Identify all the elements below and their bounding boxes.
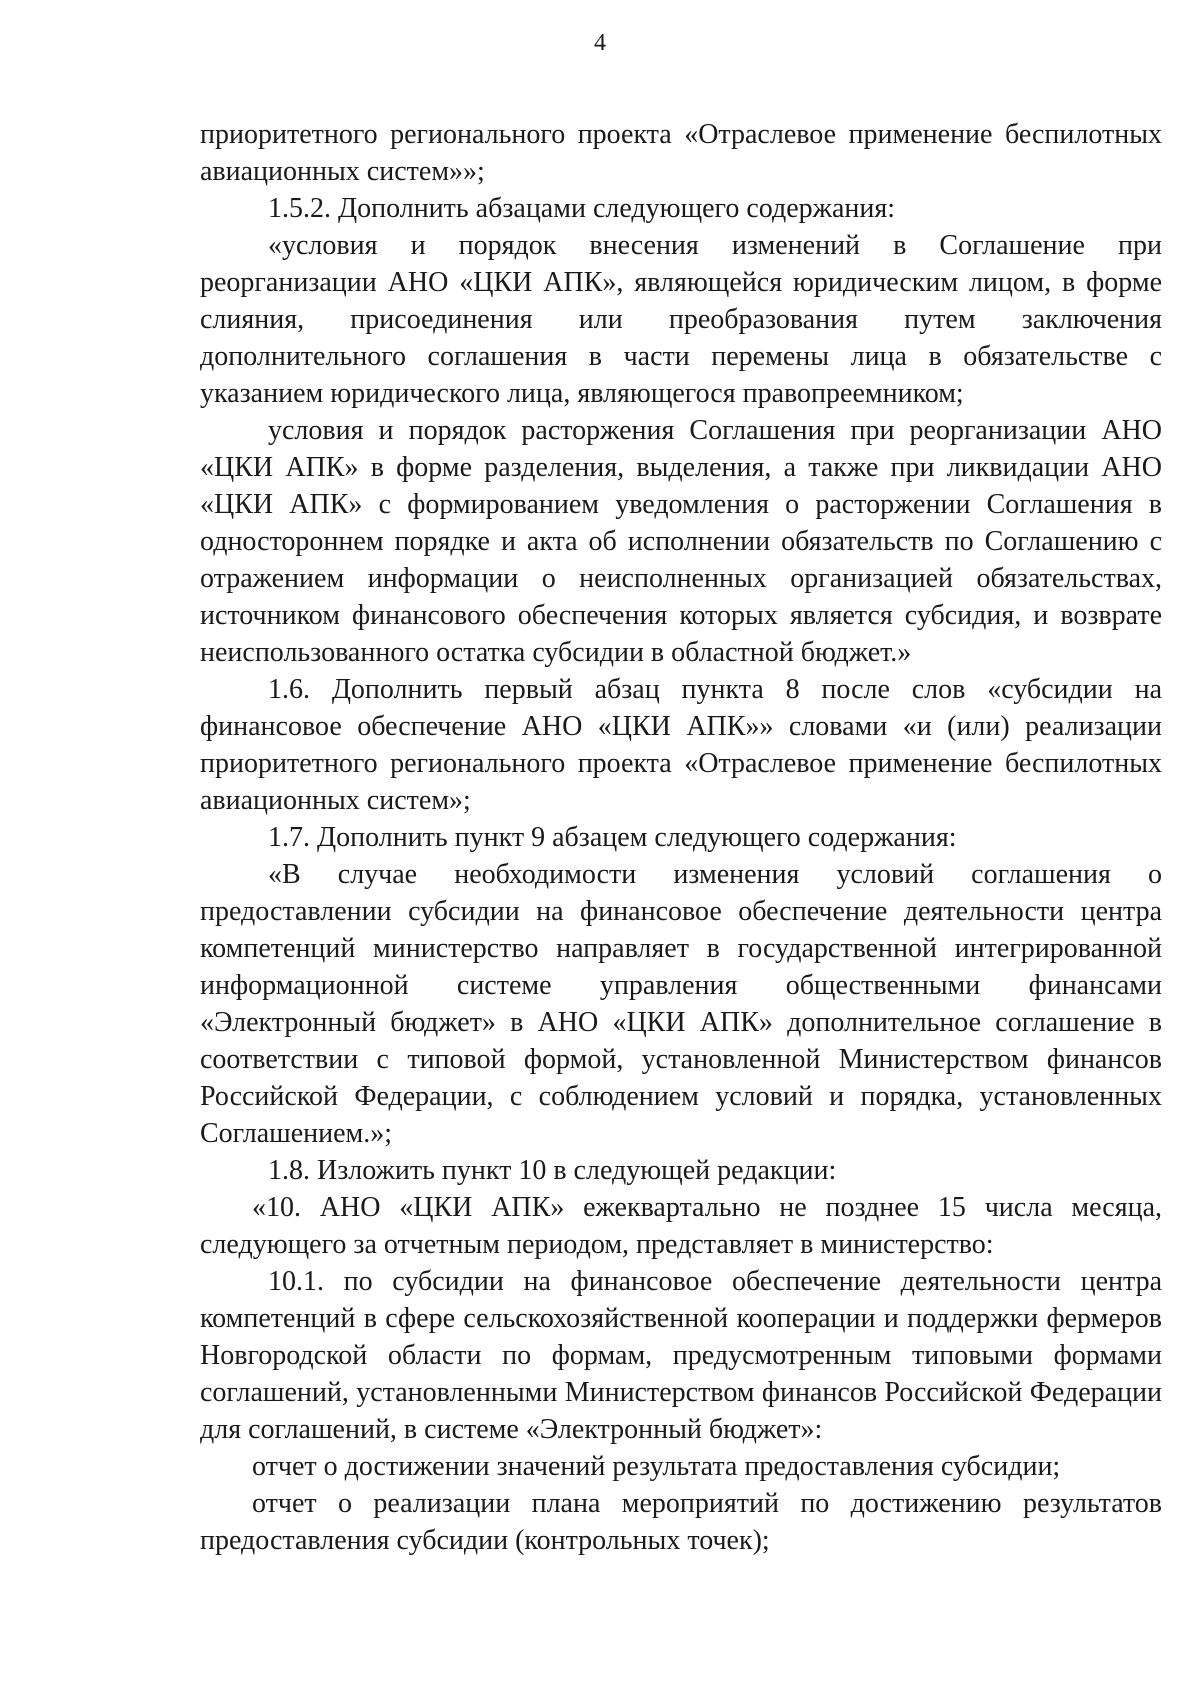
paragraph-agreement-changes: «В случае необходимости изменения условий соглашения о предоставлении субсидии на финансовое обеспечение деятельности центра компетенций министерство направляет в государственной интегрированной информационной системе управления общественными финансами «Электронный бюджет» в АНО «ЦКИ АПК» дополнительное соглашение в соответствии с типовой формой, установленной Министерством финансов Российской Федерации, с соблюдением условий и порядка, установленных Соглашением.»; bbox=[200, 859, 1162, 1149]
paragraph-report-results: отчет о достижении значений результата предоставления субсидии; bbox=[252, 1451, 1061, 1482]
page-number: 4 bbox=[594, 30, 606, 56]
paragraph-report-plan: отчет о реализации плана мероприятий по достижению результатов предоставления субсидии (контрольных точек); bbox=[200, 1488, 1162, 1556]
paragraph-1-7: 1.7. Дополнить пункт 9 абзацем следующего содержания: bbox=[268, 822, 957, 853]
paragraph-1-8: 1.8. Изложить пункт 10 в следующей редакции: bbox=[268, 1155, 837, 1186]
document-body bbox=[200, 116, 1162, 1559]
paragraph-1-5-2: 1.5.2. Дополнить абзацами следующего содержания: bbox=[268, 193, 896, 224]
paragraph-1-6: 1.6. Дополнить первый абзац пункта 8 после слов «субсидии на финансовое обеспечение АНО «ЦКИ АПК»» словами «и (или) реализации приоритетного регионального проекта «Отраслевое применение беспилотных авиационных систем»; bbox=[200, 674, 1162, 816]
paragraph-point-10: «10. АНО «ЦКИ АПК» ежеквартально не позднее 15 числа месяца, следующего за отчетным периодом, представляет в министерство: bbox=[200, 1192, 1162, 1260]
paragraph-reorganization-conditions: «условия и порядок внесения изменений в Соглашение при реорганизации АНО «ЦКИ АПК», являющейся юридическим лицом, в форме слияния, присоединения или преобразования путем заключения дополнительного соглашения в части перемены лица в обязательстве с указанием юридического лица, являющегося правопреемником; bbox=[200, 230, 1162, 409]
paragraph-continuation: приоритетного регионального проекта «Отраслевое применение беспилотных авиационных систем»»; bbox=[200, 119, 1162, 187]
paragraph-termination-conditions: условия и порядок расторжения Соглашения при реорганизации АНО «ЦКИ АПК» в форме разделения, выделения, а также при ликвидации АНО «ЦКИ АПК» с формированием уведомления о расторжении Соглашения в одностороннем порядке и акта об исполнении обязательств по Соглашению с отражением информации о неисполненных организацией обязательствах, источником финансового обеспечения которых является субсидия, и возврате неиспользованного остатка субсидии в областной бюджет.» bbox=[200, 415, 1162, 668]
paragraph-10-1: 10.1. по субсидии на финансовое обеспечение деятельности центра компетенций в сфере сельскохозяйственной кооперации и поддержки фермеров Новгородской области по формам, предусмотренным типовыми формами соглашений, установленными Министерством финансов Российской Федерации для соглашений, в системе «Электронный бюджет»: bbox=[200, 1266, 1162, 1445]
